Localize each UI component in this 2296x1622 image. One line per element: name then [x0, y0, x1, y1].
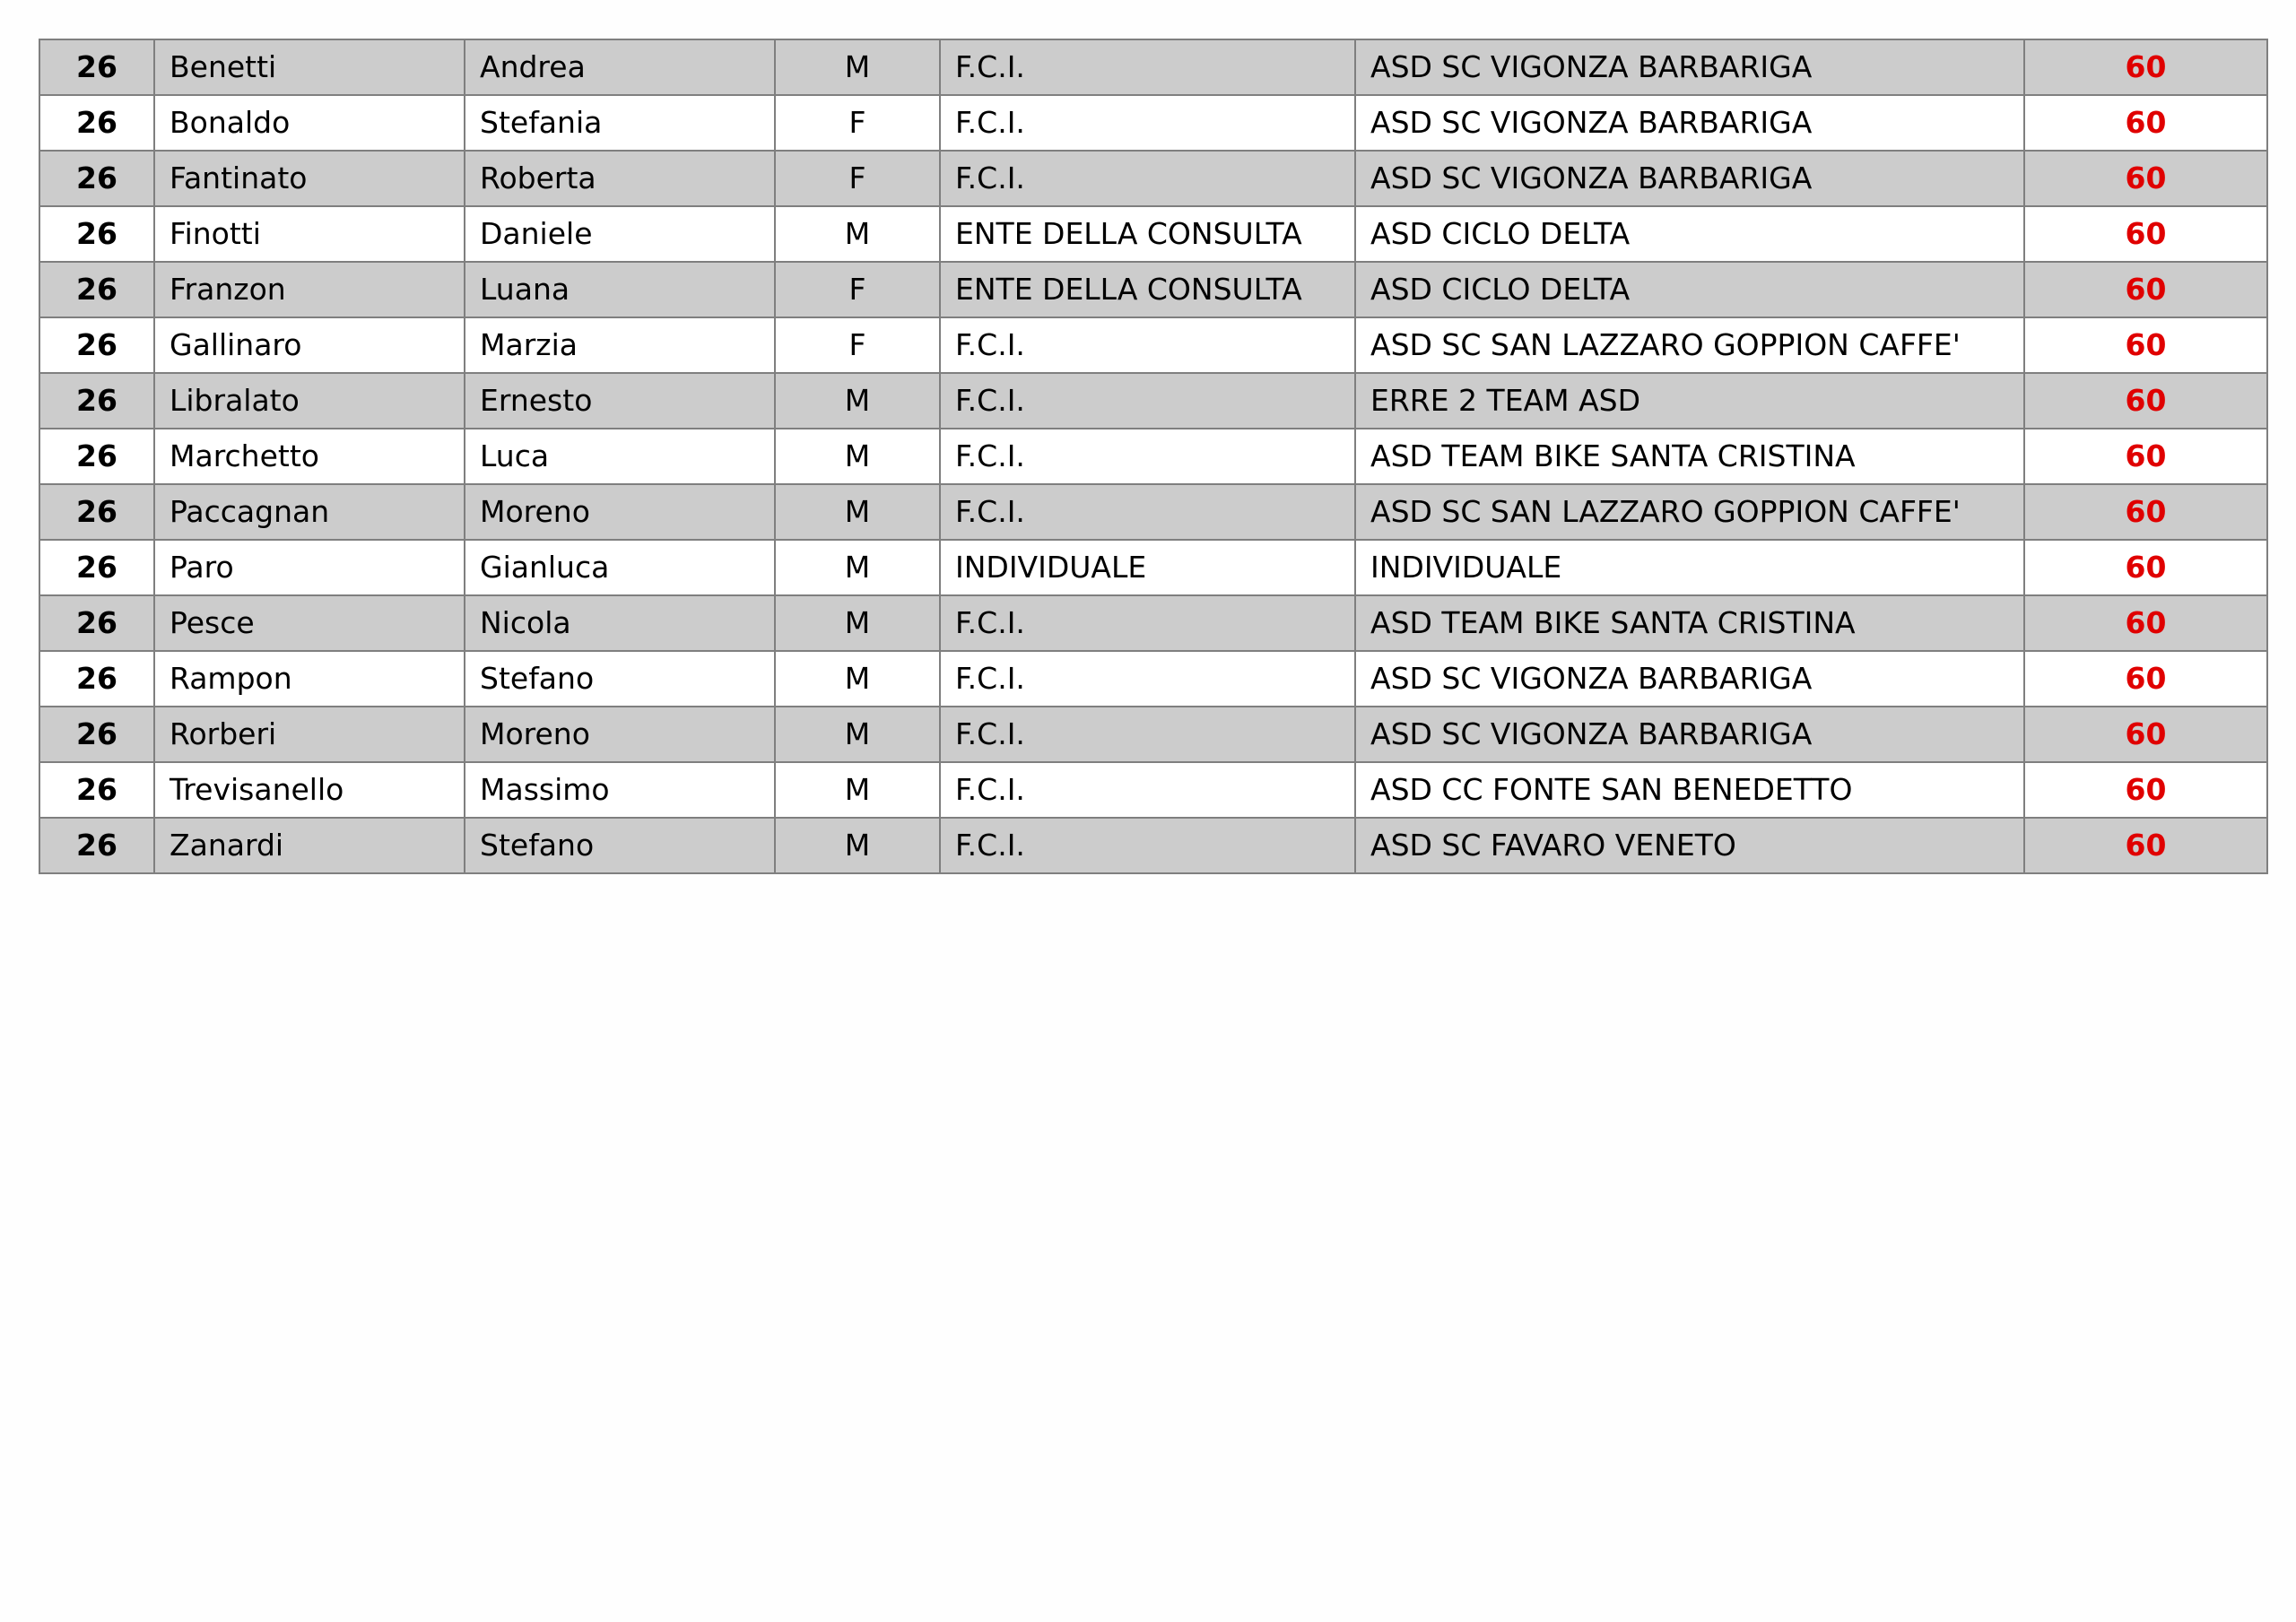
- federation-cell: F.C.I.: [940, 707, 1355, 762]
- sex-cell: M: [775, 540, 940, 595]
- first-name-cell: Stefania: [465, 95, 775, 151]
- club-cell: ASD SC SAN LAZZARO GOPPION CAFFE': [1355, 484, 2024, 540]
- rank-cell: 26: [39, 651, 154, 707]
- points-cell: 60: [2024, 595, 2267, 651]
- federation-cell: F.C.I.: [940, 818, 1355, 873]
- club-cell: ASD SC VIGONZA BARBARIGA: [1355, 707, 2024, 762]
- ranking-table: [39, 39, 2268, 874]
- club-cell: ASD SC VIGONZA BARBARIGA: [1355, 151, 2024, 206]
- points-cell: 60: [2024, 707, 2267, 762]
- points-cell: 60: [2024, 429, 2267, 484]
- rank-cell: 26: [39, 373, 154, 429]
- first-name-cell: Luca: [465, 429, 775, 484]
- points-cell: 60: [2024, 484, 2267, 540]
- federation-cell: F.C.I.: [940, 95, 1355, 151]
- surname-cell: Gallinaro: [154, 317, 465, 373]
- sex-cell: M: [775, 373, 940, 429]
- sex-cell: M: [775, 206, 940, 262]
- points-cell: 60: [2024, 262, 2267, 317]
- federation-cell: INDIVIDUALE: [940, 540, 1355, 595]
- rank-cell: 26: [39, 317, 154, 373]
- surname-cell: Zanardi: [154, 818, 465, 873]
- table-row: [39, 707, 2267, 762]
- surname-cell: Finotti: [154, 206, 465, 262]
- club-cell: ASD SC FAVARO VENETO: [1355, 818, 2024, 873]
- club-cell: ERRE 2 TEAM ASD: [1355, 373, 2024, 429]
- table-row: [39, 206, 2267, 262]
- first-name-cell: Andrea: [465, 39, 775, 95]
- club-cell: ASD CC FONTE SAN BENEDETTO: [1355, 762, 2024, 818]
- table-row: [39, 429, 2267, 484]
- first-name-cell: Nicola: [465, 595, 775, 651]
- points-cell: 60: [2024, 206, 2267, 262]
- sex-cell: M: [775, 651, 940, 707]
- surname-cell: Paro: [154, 540, 465, 595]
- club-cell: ASD SC VIGONZA BARBARIGA: [1355, 651, 2024, 707]
- federation-cell: F.C.I.: [940, 151, 1355, 206]
- table-row: [39, 373, 2267, 429]
- sex-cell: F: [775, 95, 940, 151]
- rank-cell: 26: [39, 762, 154, 818]
- sex-cell: F: [775, 262, 940, 317]
- table-row: [39, 484, 2267, 540]
- surname-cell: Fantinato: [154, 151, 465, 206]
- table-row: [39, 540, 2267, 595]
- federation-cell: F.C.I.: [940, 762, 1355, 818]
- points-cell: 60: [2024, 651, 2267, 707]
- points-cell: 60: [2024, 39, 2267, 95]
- club-cell: ASD SC SAN LAZZARO GOPPION CAFFE': [1355, 317, 2024, 373]
- surname-cell: Benetti: [154, 39, 465, 95]
- table-row: [39, 262, 2267, 317]
- rank-cell: 26: [39, 540, 154, 595]
- sex-cell: F: [775, 317, 940, 373]
- points-cell: 60: [2024, 373, 2267, 429]
- rank-cell: 26: [39, 818, 154, 873]
- table-row: [39, 651, 2267, 707]
- club-cell: ASD TEAM BIKE SANTA CRISTINA: [1355, 595, 2024, 651]
- first-name-cell: Roberta: [465, 151, 775, 206]
- table-row: [39, 95, 2267, 151]
- table-row: [39, 595, 2267, 651]
- club-cell: INDIVIDUALE: [1355, 540, 2024, 595]
- points-cell: 60: [2024, 818, 2267, 873]
- sex-cell: M: [775, 707, 940, 762]
- club-cell: ASD TEAM BIKE SANTA CRISTINA: [1355, 429, 2024, 484]
- points-cell: 60: [2024, 95, 2267, 151]
- club-cell: ASD CICLO DELTA: [1355, 206, 2024, 262]
- rank-cell: 26: [39, 206, 154, 262]
- surname-cell: Libralato: [154, 373, 465, 429]
- club-cell: ASD SC VIGONZA BARBARIGA: [1355, 95, 2024, 151]
- points-cell: 60: [2024, 151, 2267, 206]
- rank-cell: 26: [39, 707, 154, 762]
- rank-cell: 26: [39, 484, 154, 540]
- ranking-table-body: [39, 39, 2267, 873]
- first-name-cell: Stefano: [465, 651, 775, 707]
- surname-cell: Pesce: [154, 595, 465, 651]
- federation-cell: F.C.I.: [940, 373, 1355, 429]
- surname-cell: Paccagnan: [154, 484, 465, 540]
- first-name-cell: Daniele: [465, 206, 775, 262]
- points-cell: 60: [2024, 762, 2267, 818]
- surname-cell: Rorberi: [154, 707, 465, 762]
- surname-cell: Franzon: [154, 262, 465, 317]
- federation-cell: F.C.I.: [940, 595, 1355, 651]
- points-cell: 60: [2024, 317, 2267, 373]
- rank-cell: 26: [39, 39, 154, 95]
- surname-cell: Bonaldo: [154, 95, 465, 151]
- rank-cell: 26: [39, 595, 154, 651]
- federation-cell: F.C.I.: [940, 317, 1355, 373]
- first-name-cell: Massimo: [465, 762, 775, 818]
- sex-cell: M: [775, 484, 940, 540]
- federation-cell: ENTE DELLA CONSULTA: [940, 206, 1355, 262]
- table-row: [39, 818, 2267, 873]
- surname-cell: Trevisanello: [154, 762, 465, 818]
- federation-cell: F.C.I.: [940, 484, 1355, 540]
- rank-cell: 26: [39, 429, 154, 484]
- club-cell: ASD CICLO DELTA: [1355, 262, 2024, 317]
- rank-cell: 26: [39, 95, 154, 151]
- sex-cell: M: [775, 762, 940, 818]
- federation-cell: ENTE DELLA CONSULTA: [940, 262, 1355, 317]
- first-name-cell: Moreno: [465, 484, 775, 540]
- sex-cell: M: [775, 818, 940, 873]
- first-name-cell: Gianluca: [465, 540, 775, 595]
- federation-cell: F.C.I.: [940, 39, 1355, 95]
- sex-cell: M: [775, 429, 940, 484]
- sex-cell: M: [775, 39, 940, 95]
- first-name-cell: Luana: [465, 262, 775, 317]
- table-row: [39, 762, 2267, 818]
- federation-cell: F.C.I.: [940, 651, 1355, 707]
- first-name-cell: Moreno: [465, 707, 775, 762]
- rank-cell: 26: [39, 262, 154, 317]
- first-name-cell: Ernesto: [465, 373, 775, 429]
- table-row: [39, 317, 2267, 373]
- table-row: [39, 39, 2267, 95]
- club-cell: ASD SC VIGONZA BARBARIGA: [1355, 39, 2024, 95]
- table-row: [39, 151, 2267, 206]
- sex-cell: M: [775, 595, 940, 651]
- first-name-cell: Marzia: [465, 317, 775, 373]
- first-name-cell: Stefano: [465, 818, 775, 873]
- federation-cell: F.C.I.: [940, 429, 1355, 484]
- sex-cell: F: [775, 151, 940, 206]
- surname-cell: Rampon: [154, 651, 465, 707]
- rank-cell: 26: [39, 151, 154, 206]
- points-cell: 60: [2024, 540, 2267, 595]
- surname-cell: Marchetto: [154, 429, 465, 484]
